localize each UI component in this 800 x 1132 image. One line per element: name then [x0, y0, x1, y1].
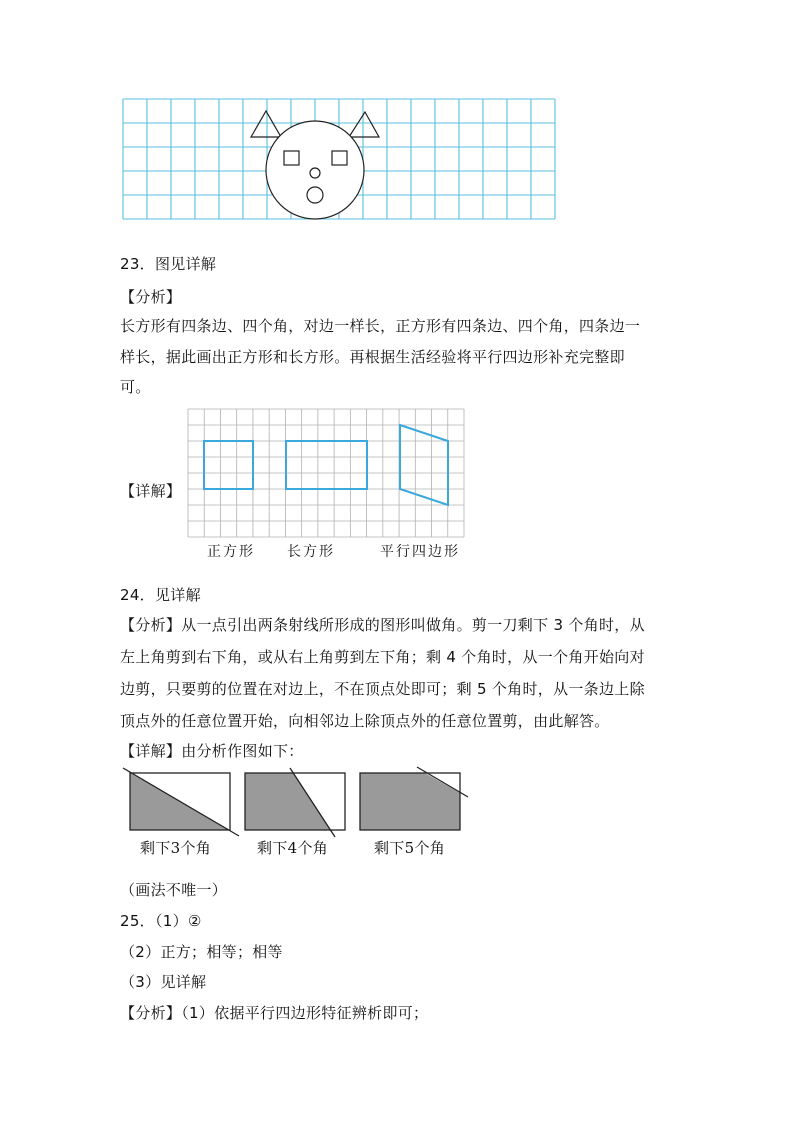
- q24-note: （画法不唯一）: [120, 881, 228, 899]
- face-circle: [266, 121, 364, 219]
- square-shape: [204, 441, 253, 489]
- left-eye-square: [284, 151, 299, 165]
- label-parallelogram: 平行四边形: [380, 544, 460, 560]
- right-eye-square: [332, 151, 347, 165]
- label-rectangle: 长方形: [287, 544, 335, 560]
- cut-line-5: [417, 767, 468, 797]
- q23-analysis-line-1: 长方形有四条边、四个角，对边一样长，正方形有四条边、四个角，四条边一: [120, 317, 641, 335]
- q25-line-2: （2）正方；相等；相等: [120, 943, 283, 961]
- gray-grid: [188, 409, 464, 537]
- rectangle-shape: [286, 441, 367, 489]
- label-3-corners: 剩下3个角: [140, 839, 212, 857]
- q24-analysis-line-3: 边剪，只要剪的位置在对边上，不在顶点处即可；剩 5 个角时，从一条边上除: [120, 680, 645, 698]
- cut-figure-3-corners: [123, 768, 239, 836]
- q23-detail-tag: 【详解】: [120, 482, 182, 500]
- q24-analysis-line-2: 左上角剪到右下角，或从右上角剪到左下角；剩 4 个角时，从一个角开始向对: [120, 648, 645, 666]
- remaining-piece-4: [245, 773, 330, 830]
- q24-detail-line: 【详解】由分析作图如下：: [120, 742, 304, 760]
- rect-outline-3: [130, 773, 230, 830]
- face-drawing: [251, 111, 379, 219]
- q23-analysis-tag: 【分析】: [120, 288, 182, 306]
- q25-analysis-line: 【分析】（1）依据平行四边形特征辨析即可；: [120, 1004, 429, 1022]
- label-5-corners: 剩下5个角: [374, 839, 446, 857]
- q25-line-3: （3）见详解: [120, 973, 207, 991]
- q23-heading: 23．图见详解: [120, 255, 217, 273]
- nose-circle: [310, 168, 320, 178]
- cut-figure-5-corners: [360, 767, 468, 830]
- remaining-piece-5: [360, 773, 460, 830]
- q23-analysis-line-3: 可。: [120, 378, 151, 396]
- q24-analysis-line-1: 【分析】从一点引出两条射线所形成的图形叫做角。剪一刀剩下 3 个角时，从: [120, 616, 645, 634]
- rect-outline-4: [245, 773, 345, 830]
- label-4-corners: 剩下4个角: [257, 839, 329, 857]
- q23-analysis-line-2: 样长，据此画出正方形和长方形。再根据生活经验将平行四边形补充完整即: [120, 348, 625, 366]
- parallelogram-shape: [400, 425, 448, 505]
- label-square: 正方形: [207, 544, 255, 560]
- q25-heading: 25．（1）②: [120, 912, 202, 930]
- q24-analysis-line-4: 顶点外的任意位置开始，向相邻边上除顶点外的任意位置剪，由此解答。: [120, 712, 610, 730]
- rect-outline-5: [360, 773, 460, 830]
- blue-grid: [123, 99, 555, 219]
- cut-line-3: [123, 768, 239, 836]
- remaining-piece-3: [130, 773, 230, 830]
- cut-line-4: [290, 768, 335, 837]
- left-ear-triangle: [251, 111, 281, 137]
- right-ear-triangle: [349, 112, 379, 137]
- q24-heading: 24．见详解: [120, 586, 201, 604]
- mouth-circle: [307, 187, 323, 203]
- cut-figure-4-corners: [245, 768, 345, 837]
